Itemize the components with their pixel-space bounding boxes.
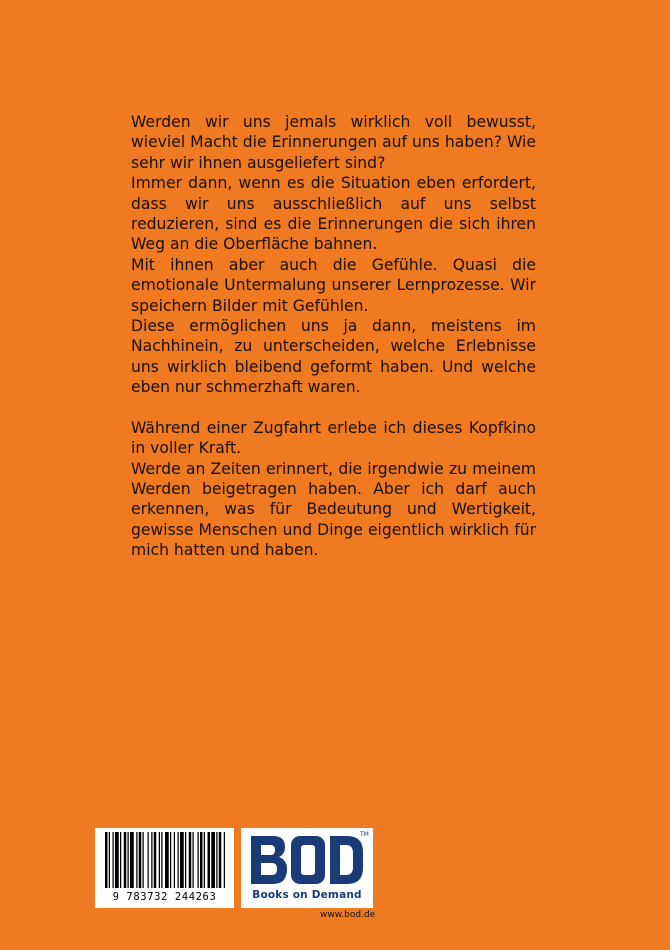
- isbn-number: 9 783732 244263: [112, 891, 217, 903]
- barcode-bar: [109, 832, 110, 888]
- barcode-bar: [200, 832, 203, 888]
- barcode-bar: [115, 832, 119, 888]
- blurb-paragraph-6: Werde an Zeiten erinnert, die irgendwie zu meinem Werden beigetragen haben. Aber ich darf auch erkennen, was für Bedeutung und Wertigkeit, gewisse Menschen und Dinge eigentlich wirklich für mich hatten und haben.: [131, 459, 536, 560]
- barcode-bar: [216, 832, 217, 888]
- barcode-bar: [136, 832, 137, 888]
- barcode-bar: [159, 832, 160, 888]
- barcode-bar: [185, 832, 186, 888]
- barcode-bar: [165, 832, 169, 888]
- barcode-bar: [219, 832, 222, 888]
- publisher-website: www.bod.de: [320, 910, 376, 920]
- trademark-mark: TM: [360, 831, 369, 838]
- barcode-bar: [139, 832, 142, 888]
- publisher-tagline: Books on Demand: [252, 889, 362, 901]
- barcode-bar: [180, 832, 184, 888]
- barcode-bar: [211, 832, 215, 888]
- barcode-bar: [174, 832, 175, 888]
- publisher-logo: [241, 828, 373, 908]
- barcode-bar: [130, 832, 134, 888]
- barcode-bar: [113, 832, 114, 888]
- barcode-bar: [148, 832, 149, 888]
- barcode-bar: [161, 832, 162, 888]
- barcode-bar: [204, 832, 205, 888]
- barcode-bar: [178, 832, 179, 888]
- barcode-bar: [124, 832, 127, 888]
- barcode-bar: [189, 832, 192, 888]
- barcode-bar: [120, 832, 121, 888]
- paragraph-spacer: [131, 398, 536, 418]
- barcode-bar: [154, 832, 157, 888]
- barcode-bar: [143, 832, 144, 888]
- barcode-bar: [105, 832, 108, 888]
- barcode-bar: [128, 832, 129, 888]
- bod-logo-icon: [247, 832, 367, 888]
- barcode-bars: [95, 828, 234, 892]
- blurb-paragraph-1: Werden wir uns jemals wirklich voll bewusst, wieviel Macht die Erinnerungen auf uns haben? Wie sehr wir ihnen ausgeliefert sind?: [131, 113, 536, 172]
- barcode-bar: [198, 832, 199, 888]
- isbn-barcode: [95, 828, 234, 908]
- blurb-paragraph-3: Mit ihnen aber auch die Gefühle. Quasi die emotionale Untermalung unserer Lernprozesse. Wir speichern Bilder mit Gefühlen.: [131, 255, 536, 315]
- barcode-bar: [193, 832, 194, 888]
- blurb-paragraph-4: Diese ermöglichen uns ja dann, meistens im Nachhinein, zu unterscheiden, welche Erlebnisse uns wirklich bleibend geformt haben. Und welche eben nur schmerzhaft waren.: [131, 317, 536, 397]
- barcode-bar: [224, 832, 225, 888]
- barcode-bar: [208, 832, 211, 888]
- blurb-paragraph-2: Immer dann, wenn es die Situation eben erfordert, dass wir uns ausschließlich auf uns selbst reduzieren, sind es die Erinnerungen die sich ihren Weg an die Oberfläche bahnen.: [131, 174, 536, 254]
- barcode-bar: [170, 832, 171, 888]
- barcode-bar: [151, 832, 152, 888]
- back-cover-blurb: [131, 112, 536, 561]
- blurb-paragraph-5: Während einer Zugfahrt erlebe ich dieses Kopfkino in voller Kraft.: [131, 418, 536, 458]
